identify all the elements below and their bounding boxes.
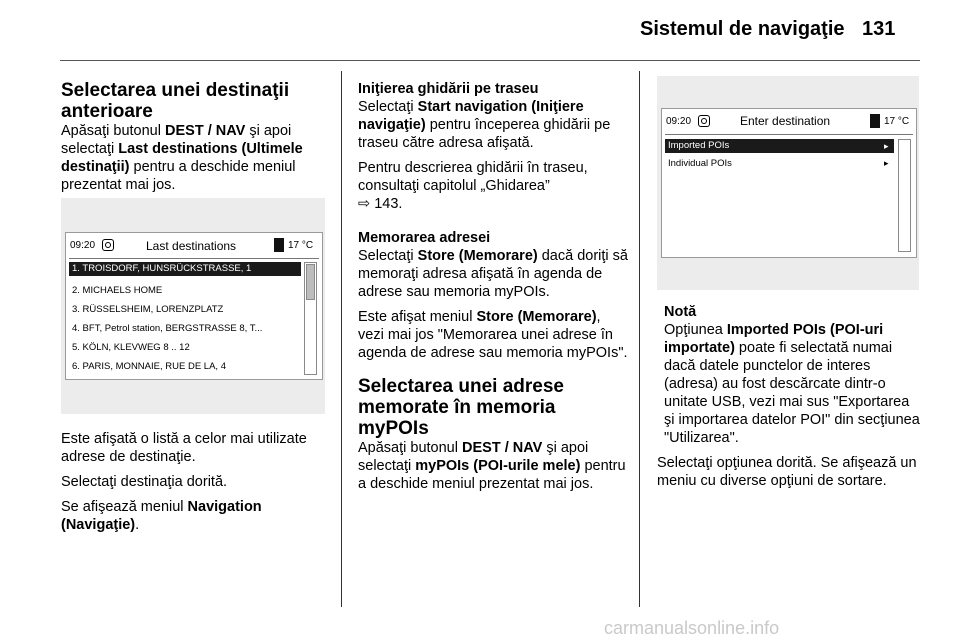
destination-item-1[interactable]: 1. TROISDORF, HUNSRÜCKSTRASSE, 1 xyxy=(69,262,301,276)
right-paragraph-1: Selectaţi opţiunea dorită. Se afişează un meniu cu diverse opţiuni de sortare. xyxy=(657,455,917,489)
screen-title-2: Enter destination xyxy=(740,114,831,128)
note-text: Opţiunea Imported POIs (POI-uri importate) poate fi selectată numai dacă datele punctelor de interes (adresa) au fost descărcate dintr-o unitate USB, vezi mai sus "Exportarea şi importarea datelor POI" din secţiunea "Utilizarea". xyxy=(664,322,920,446)
section-heading-previous-destination: Selectarea unei destinaţii anterioare xyxy=(61,80,290,122)
column-divider-right xyxy=(639,71,640,607)
section-heading-mypois: Selectarea unei adrese memorate în memoria myPOIs xyxy=(358,376,564,439)
menu-item-individual-pois[interactable]: Individual POIs xyxy=(668,158,732,169)
middle-paragraph-2: Pentru descrierea ghidării în traseu, consultaţi capitolul „Ghidarea” ⇨ 143. xyxy=(358,160,588,212)
scrollbar[interactable] xyxy=(304,262,317,375)
header-divider xyxy=(60,60,920,61)
page-reference-arrow-icon: ⇨ xyxy=(358,196,371,212)
left-paragraph-3: Selectaţi destinaţia dorită. xyxy=(61,474,228,490)
scrollbar-thumb[interactable] xyxy=(306,264,315,300)
temperature-2: 17 °C xyxy=(884,116,910,127)
clock-time-2: 09:20 xyxy=(666,116,692,127)
thermometer-icon-2 xyxy=(870,114,880,128)
left-column-lower xyxy=(61,430,331,541)
middle-paragraph-1: Selectaţi Start navigation (Iniţiere navigaţie) pentru începerea ghidării pe traseu către adresa afişată. xyxy=(358,99,611,151)
submenu-arrow-icon-1: ▸ xyxy=(884,141,889,151)
left-paragraph-2: Este afişată o listă a celor mai utilizate adrese de destinaţie. xyxy=(61,431,307,465)
clock-time: 09:20 xyxy=(70,240,96,251)
menu-item-imported-pois[interactable]: Imported POIs xyxy=(665,139,894,153)
navigation-icon xyxy=(102,239,114,251)
subheading-store-address: Memorarea adresei xyxy=(358,230,491,246)
thermometer-icon xyxy=(274,238,284,252)
destination-item-5[interactable]: 5. KÖLN, KLEVWEG 8 .. 12 xyxy=(72,342,190,353)
screen-divider xyxy=(69,258,319,259)
display-screen-2 xyxy=(661,108,917,258)
destination-item-4[interactable]: 4. BFT, Petrol station, BERGSTRASSE 8, T... xyxy=(72,323,263,334)
middle-paragraph-4: Este afişat meniul Store (Memorare), vezi mai jos "Memorarea unei adrese în agenda de adrese sau memoria myPOIs". xyxy=(358,309,628,361)
page-number: 131 xyxy=(862,18,896,40)
right-column-lower xyxy=(657,454,922,497)
destination-item-3[interactable]: 3. RÜSSELSHEIM, LORENZPLATZ xyxy=(72,304,224,315)
temperature: 17 °C xyxy=(288,240,314,251)
middle-paragraph-5: Apăsaţi butonul DEST / NAV şi apoi selectaţi myPOIs (POI-urile mele) pentru a deschide meniul prezentat mai jos. xyxy=(358,440,626,492)
screenshot-last-destinations xyxy=(61,198,325,414)
left-paragraph-4: Se afişează meniul Navigation (Navigaţie). xyxy=(61,499,262,533)
destination-item-2[interactable]: 2. MICHAELS HOME xyxy=(72,285,163,296)
column-divider-left xyxy=(341,71,342,607)
screenshot-enter-destination xyxy=(657,76,919,290)
watermark: carmanualsonline.info xyxy=(604,618,780,638)
navigation-icon-2 xyxy=(698,115,710,127)
scrollbar-2[interactable] xyxy=(898,139,911,252)
destination-item-6[interactable]: 6. PARIS, MONNAIE, RUE DE LA, 4 xyxy=(72,361,226,372)
submenu-arrow-icon-2: ▸ xyxy=(884,158,889,168)
screen-divider-2 xyxy=(665,134,913,135)
left-column xyxy=(61,80,331,201)
running-header-title: Sistemul de navigaţie xyxy=(640,18,845,40)
note-title: Notă xyxy=(664,304,697,320)
middle-paragraph-3: Selectaţi Store (Memorare) dacă doriţi să memoraţi adresa afişată în agenda de adrese sau memoria myPOIs. xyxy=(358,248,628,300)
display-screen xyxy=(65,232,323,380)
left-paragraph-1: Apăsaţi butonul DEST / NAV şi apoi selectaţi Last destinations (Ultimele destinaţii) pentru a deschide meniul prezentat mai jos. xyxy=(61,123,303,193)
middle-column xyxy=(358,80,630,500)
subheading-start-guidance: Iniţierea ghidării pe traseu xyxy=(358,81,539,97)
note-box xyxy=(664,303,920,454)
screen-title: Last destinations xyxy=(146,239,237,253)
